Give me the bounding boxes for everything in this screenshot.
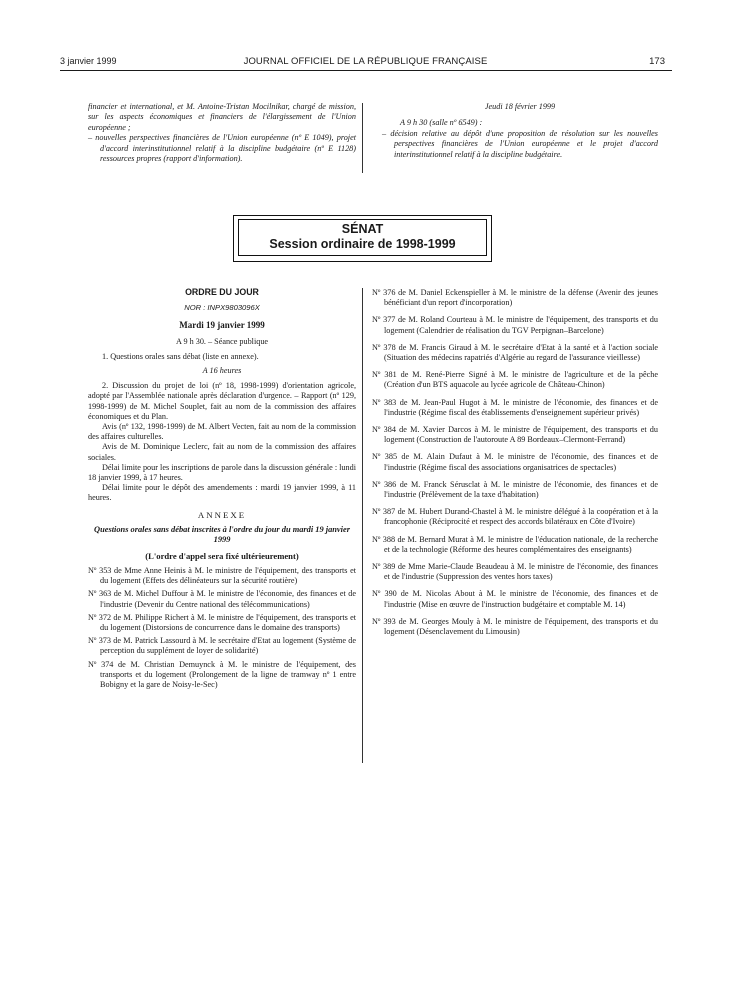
left-column xyxy=(88,287,356,693)
question-item: Nº 374 de M. Christian Demuynck à M. le ministre de l'équipement, des transports et du logement (Prolongement de la ligne de tramway nº 1 entre Bobigny et la gare de Noisy-le-Sec) xyxy=(88,659,356,690)
sitting-time: A 9 h 30. – Séance publique xyxy=(175,336,269,346)
question-item: Nº 386 de M. Franck Sérusclat à M. le ministre de l'économie, des finances et de l'industrie (Prélèvement de la taxe d'habitation) xyxy=(372,479,658,500)
question-item: Nº 372 de M. Philippe Richert à M. le ministre de l'équipement, des transports et du logement (Distorsions de concurrence dans le domaine des transports) xyxy=(88,612,356,633)
question-item: Nº 389 de Mme Marie-Claude Beaudeau à M. le ministre de l'économie, des finances et de l'industrie (Suppression des ventes hors taxes) xyxy=(372,562,658,582)
question-item: Nº 388 de M. Bernard Murat à M. le ministre de l'éducation nationale, de la recherche et de la technologie (Réforme des heures complémentaires des enseignants) xyxy=(372,534,658,554)
question-item: Nº 377 de M. Roland Courteau à M. le ministre de l'équipement, des transports et du logement (Calendrier de réalisation du TGV Perpignan–Barcelone) xyxy=(372,315,658,335)
question-item: Nº 363 de M. Michel Duffour à M. le ministre de l'économie, des finances et de l'industrie (Devenir du Centre national des télécommunications) xyxy=(88,589,356,609)
journal-title: JOURNAL OFFICIEL DE LA RÉPUBLIQUE FRANÇAISE xyxy=(243,56,488,67)
agenda-item-2: 2. Discussion du projet de loi (nº 18, 1998-1999) d'orientation agricole, adopté par l'Assemblée nationale après déclaration d'urgence. – Rapport (nº 129, 1998-1999) de M. Michel Souplet, fait au nom de la commission des affaires économiques et du Plan. xyxy=(88,381,356,421)
nor-reference: NOR : INPX9803096X xyxy=(184,303,260,313)
header-rule xyxy=(60,70,672,71)
question-item: Nº 373 de M. Patrick Lassourd à M. le secrétaire d'Etat au logement (Système de perception du supplément de loyer de solidarité) xyxy=(88,636,356,656)
continuation-paragraph: financier et international, et M. Antoine-Tristan Mocilnikar, chargé de mission, sur les aspects économiques et financiers de l'élargissement de l'Union européenne ; xyxy=(88,102,356,132)
questions-heading: Questions orales sans débat inscrites à l'ordre du jour du mardi 19 janvier 1999 xyxy=(94,524,350,544)
question-item: Nº 385 de M. Alain Dufaut à M. le ministre de l'économie, des finances et de l'industrie (Régime fiscal des associations organisatrices de spectacles) xyxy=(372,452,658,472)
right-column xyxy=(372,288,658,644)
ordre-appel-note: (L'ordre d'appel sera fixé ultérieurement) xyxy=(145,550,299,561)
question-item: Nº 387 de M. Hubert Durand-Chastel à M. le ministre délégué à la coopération et à la francophonie (Réciprocité et respect des accords bilatéraux en Côte d'Ivoire) xyxy=(372,507,658,527)
header-date: 3 janvier 1999 xyxy=(60,56,117,66)
senat-session: Session ordinaire de 1998-1999 xyxy=(269,237,456,251)
meeting-time: A 9 h 30 (salle nº 6549) : xyxy=(400,118,483,128)
question-item: Nº 353 de Mme Anne Heinis à M. le ministre de l'équipement, des transports et du logement (Effets des délinéateurs sur la sécurité routière) xyxy=(88,566,356,586)
sitting-date: Mardi 19 janvier 1999 xyxy=(179,320,265,331)
annexe-heading: ANNEXE xyxy=(197,509,247,520)
question-item: Nº 381 de M. René-Pierre Signé à M. le ministre de l'agriculture et de la pêche (Création d'un BTS aquacole au lycée agricole de Château-Chinon) xyxy=(372,370,658,390)
top-left-column xyxy=(88,102,356,164)
senat-title: SÉNAT xyxy=(341,222,384,236)
question-item: Nº 376 de M. Daniel Eckenspieller à M. le ministre de la défense (Avenir des jeunes bénéficiant d'un report d'incorporation) xyxy=(372,288,658,308)
avis-vecten: Avis (nº 132, 1998-1999) de M. Albert Vecten, fait au nom de la commission des affaires culturelles. xyxy=(88,422,356,442)
top-right-column xyxy=(382,102,658,160)
question-item: Nº 383 de M. Jean-Paul Hugot à M. le ministre de l'économie, des finances et de l'industrie (Régime fiscal des établissements d'enseignement supérieur privés) xyxy=(372,397,658,417)
meeting-item: – décision relative au dépôt d'une proposition de résolution sur les nouvelles perspectives financières de l'Union européenne et le projet d'accord interinstitutionnel relatif à la discipline budgétaire. xyxy=(382,128,658,159)
question-item: Nº 384 de M. Xavier Darcos à M. le ministre de l'équipement, des transports et du logement (Construction de l'autoroute A 89 Bordeaux–Clermont-Ferrand) xyxy=(372,425,658,445)
avis-leclerc: Avis de M. Dominique Leclerc, fait au nom de la commission des affaires sociales. xyxy=(88,442,356,462)
column-divider xyxy=(362,103,363,173)
question-item: Nº 378 de M. Francis Giraud à M. le secrétaire d'Etat à la santé et à l'action sociale (Situation des médecins rapatriés d'Algérie au regard de l'assurance vieillesse) xyxy=(372,342,658,363)
column-divider xyxy=(362,288,363,763)
agenda-item-1: 1. Questions orales sans débat (liste en annexe). xyxy=(102,351,259,361)
deadline-amendments: Délai limite pour le dépôt des amendements : mardi 19 janvier 1999, à 11 heures. xyxy=(88,483,356,503)
question-item: Nº 390 de M. Nicolas About à M. le ministre de l'économie, des finances et de l'industrie (Mise en œuvre de l'instruction budgétaire et comptable M. 14) xyxy=(372,589,658,609)
senat-box xyxy=(238,219,487,256)
meeting-date: Jeudi 18 février 1999 xyxy=(484,102,556,111)
deadline-speakers: Délai limite pour les inscriptions de parole dans la discussion générale : lundi 18 janvier 1999, à 17 heures. xyxy=(88,462,356,483)
page-number: 173 xyxy=(649,56,665,67)
ordre-du-jour-heading: ORDRE DU JOUR xyxy=(185,287,259,297)
dash-item: – nouvelles perspectives financières de l'Union européenne (nº E 1049), projet d'accord interinstitutionnel relatif à la discipline budgétaire (nº E 1128) ressources propres (rapport d'information). xyxy=(88,133,356,164)
afternoon-time: A 16 heures xyxy=(202,366,242,376)
question-item: Nº 393 de M. Georges Mouly à M. le ministre de l'équipement, des transports et du logement (Désenclavement du Limousin) xyxy=(372,616,658,637)
